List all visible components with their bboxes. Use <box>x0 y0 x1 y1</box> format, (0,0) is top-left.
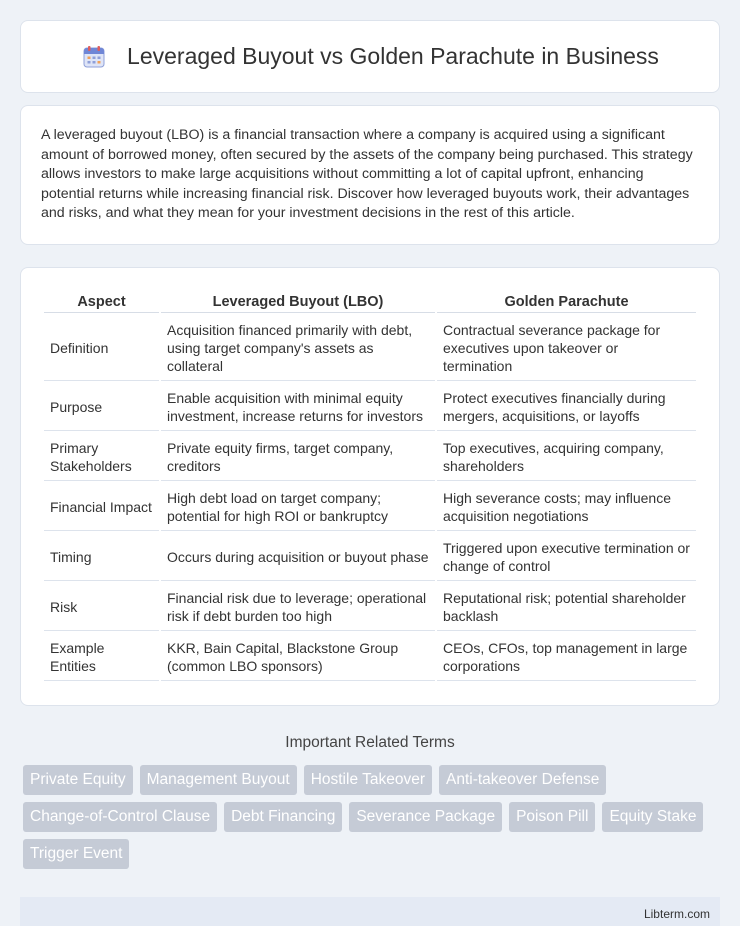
cell-aspect: Purpose <box>44 383 159 431</box>
table-row <box>44 315 696 381</box>
tag-management-buyout[interactable]: Management Buyout <box>140 765 297 795</box>
header-aspect: Aspect <box>44 290 159 313</box>
tag-anti-takeover-defense[interactable]: Anti-takeover Defense <box>439 765 606 795</box>
footer <box>20 897 720 926</box>
comparison-table <box>42 288 698 683</box>
cell-golden-parachute: Triggered upon executive termination or change of control <box>437 533 696 581</box>
footer-site-link[interactable]: Libterm.com <box>643 906 710 921</box>
tag-hostile-takeover[interactable]: Hostile Takeover <box>304 765 432 795</box>
table-row <box>44 633 696 681</box>
cell-lbo: Occurs during acquisition or buyout phase <box>161 533 435 581</box>
cell-lbo: Financial risk due to leverage; operational risk if debt burden too high <box>161 583 435 631</box>
related-terms-title: Important Related Terms <box>285 733 455 751</box>
tag-private-equity[interactable]: Private Equity <box>23 765 133 795</box>
table-row <box>44 533 696 581</box>
header-golden-parachute: Golden Parachute <box>437 290 696 313</box>
cell-aspect: Primary Stakeholders <box>44 433 159 481</box>
table-header-row <box>44 290 696 313</box>
cell-aspect: Timing <box>44 533 159 581</box>
cell-lbo: Private equity firms, target company, creditors <box>161 433 435 481</box>
cell-golden-parachute: CEOs, CFOs, top management in large corporations <box>437 633 696 681</box>
cell-golden-parachute: Top executives, acquiring company, shareholders <box>437 433 696 481</box>
cell-lbo: Acquisition financed primarily with debt, using target company's assets as collateral <box>161 315 435 381</box>
related-terms-list <box>20 765 720 876</box>
cell-lbo: Enable acquisition with minimal equity investment, increase returns for investors <box>161 383 435 431</box>
cell-golden-parachute: High severance costs; may influence acquisition negotiations <box>437 483 696 531</box>
tag-severance-package[interactable]: Severance Package <box>349 802 502 832</box>
cell-aspect: Definition <box>44 315 159 381</box>
cell-aspect: Risk <box>44 583 159 631</box>
table-row <box>44 383 696 431</box>
cell-aspect: Example Entities <box>44 633 159 681</box>
page-title: Leveraged Buyout vs Golden Parachute in Business <box>127 43 659 69</box>
header-lbo: Leveraged Buyout (LBO) <box>161 290 435 313</box>
calendar-icon <box>81 44 107 70</box>
intro-card <box>20 105 720 245</box>
table-row <box>44 583 696 631</box>
cell-aspect: Financial Impact <box>44 483 159 531</box>
cell-golden-parachute: Protect executives financially during mergers, acquisitions, or layoffs <box>437 383 696 431</box>
cell-golden-parachute: Contractual severance package for executives upon takeover or termination <box>437 315 696 381</box>
cell-lbo: KKR, Bain Capital, Blackstone Group (common LBO sponsors) <box>161 633 435 681</box>
cell-golden-parachute: Reputational risk; potential shareholder backlash <box>437 583 696 631</box>
intro-text: A leveraged buyout (LBO) is a financial transaction where a company is acquired using a significant amount of borrowed money, often secured by the assets of the company being purchased. This strategy allows investors to make large acquisitions without committing a lot of capital upfront, enhancing potential returns while increasing financial risk. Discover how leveraged buyouts work, their advantages and risks, and what they mean for your investment decisions in the rest of this article. <box>41 127 693 222</box>
tag-debt-financing[interactable]: Debt Financing <box>224 802 342 832</box>
cell-lbo: High debt load on target company; potential for high ROI or bankruptcy <box>161 483 435 531</box>
table-row <box>44 483 696 531</box>
tag-equity-stake[interactable]: Equity Stake <box>602 802 703 832</box>
tag-poison-pill[interactable]: Poison Pill <box>509 802 595 832</box>
comparison-table-card <box>20 267 720 706</box>
tag-trigger-event[interactable]: Trigger Event <box>23 839 129 869</box>
header-card <box>20 20 720 93</box>
table-row <box>44 433 696 481</box>
tag-change-of-control-clause[interactable]: Change-of-Control Clause <box>23 802 217 832</box>
